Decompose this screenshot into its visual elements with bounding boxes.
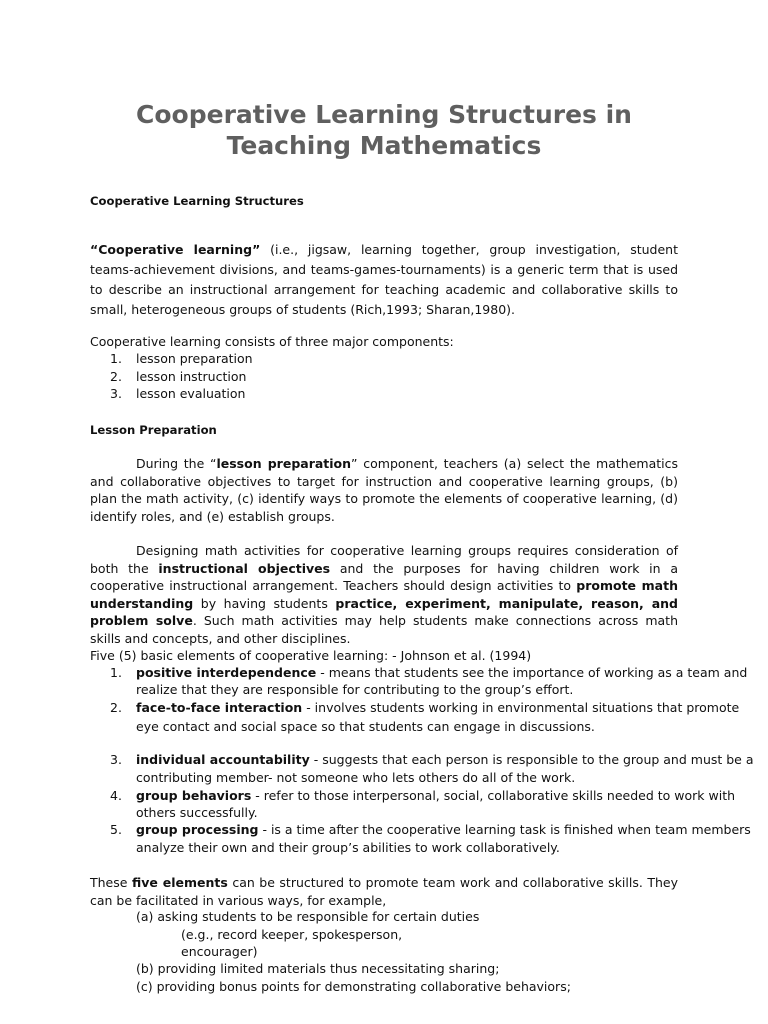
- list-item-number: 1.: [110, 665, 122, 680]
- list-item: positive interdependence - means that students see the importance of working as a team and: [136, 665, 748, 680]
- list-item-continuation: realize that they are responsible for contributing to the group’s effort.: [136, 682, 574, 697]
- list-item-number: 5.: [110, 822, 122, 837]
- list-item: individual accountability - suggests that each person is responsible to the group and must be a: [136, 752, 754, 767]
- list-item: 2. lesson instruction: [110, 368, 247, 384]
- closing-sub-item-b: (b) providing limited materials thus necessitating sharing;: [136, 961, 500, 976]
- list-item-number: 4.: [110, 788, 122, 803]
- list-item-number: 3.: [110, 752, 122, 767]
- list-item-continuation: analyze their own and their group’s abilities to work collaboratively.: [136, 840, 560, 855]
- intro-text: (i.e., jigsaw, learning together, group investigation, student teams-achievement divisions, and teams-games-tournaments) is a generic term that is used to describe an instructional arrangement for teaching academic and collaborative skills to small, heterogeneous groups of students (Rich,1993; Sharan,1980).: [90, 242, 678, 317]
- list-item: 3. lesson evaluation: [110, 386, 246, 402]
- intro-paragraph: [90, 240, 678, 320]
- closing-sub-item-a-example-cont: encourager): [181, 944, 258, 959]
- closing-sub-item-a-example: (e.g., record keeper, spokesperson,: [181, 927, 403, 942]
- closing-paragraph: These five elements can be structured to promote team work and collaborative skills. They can be facilitated in various ways, for example,: [90, 875, 678, 908]
- section-heading-cooperative-learning-structures: Cooperative Learning Structures: [90, 194, 304, 208]
- list-item-continuation: others successfully.: [136, 805, 258, 820]
- list-item: group processing - is a time after the cooperative learning task is finished when team members: [136, 822, 751, 837]
- list-item: 1. lesson preparation: [110, 351, 253, 366]
- intro-term: “Cooperative learning”: [90, 242, 261, 257]
- closing-sub-item-a: (a) asking students to be responsible for certain duties: [136, 909, 480, 924]
- list-item-continuation: eye contact and social space so that students can engage in discussions.: [136, 719, 595, 734]
- components-lead: Cooperative learning consists of three major components:: [90, 334, 454, 349]
- components-list: [110, 350, 678, 403]
- section-heading-lesson-preparation: Lesson Preparation: [90, 423, 217, 437]
- list-item-number: 2.: [110, 700, 122, 715]
- lesson-preparation-paragraph-2: Designing math activities for cooperative learning groups requires consideration of both the instructional objectives and the purposes for having children work in a cooperative instructional arrangement. Teachers should design activities to promote math understanding by having students practice, experiment, manipulate, reason, and problem solve. Such math activities may help students make connections across math skills and concepts, and other disciplines.: [90, 543, 678, 646]
- list-item: face-to-face interaction - involves students working in environmental situations that promote: [136, 700, 740, 715]
- closing-sub-item-c: (c) providing bonus points for demonstrating collaborative behaviors;: [136, 979, 571, 994]
- list-item: group behaviors - refer to those interpersonal, social, collaborative skills needed to work with: [136, 788, 736, 803]
- page-title: Cooperative Learning Structures in Teaching Mathematics: [136, 100, 632, 160]
- lesson-preparation-paragraph-1: During the “lesson preparation” component, teachers (a) select the mathematics and collaborative objectives to target for instruction and cooperative learning groups, (b) plan the math activity, (c) identify ways to promote the elements of cooperative learning, (d) identify roles, and (e) establish groups.: [90, 456, 679, 524]
- elements-lead: Five (5) basic elements of cooperative learning: - Johnson et al. (1994): [90, 648, 532, 663]
- list-item-continuation: contributing member- not someone who lets others do all of the work.: [136, 770, 576, 785]
